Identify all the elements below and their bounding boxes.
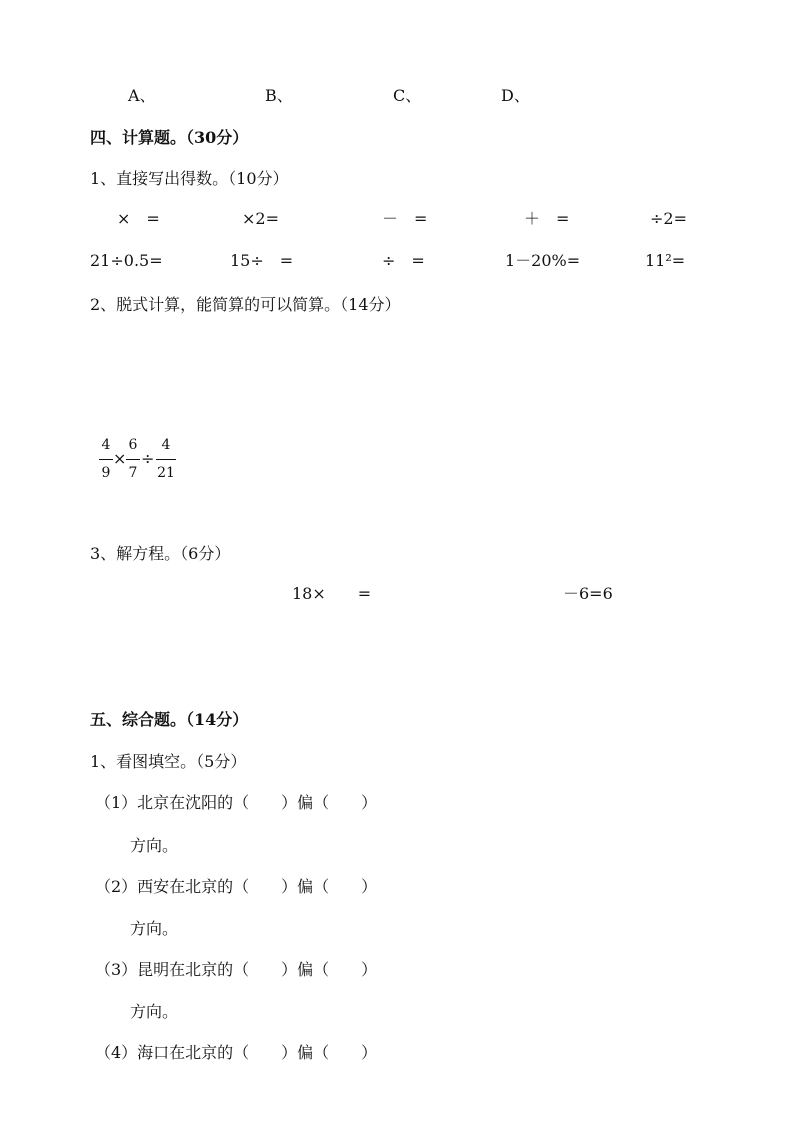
fraction-1-numerator: 4 [101, 437, 111, 453]
mental-calc-5: ÷2= [650, 209, 687, 228]
fraction-1-bar [99, 459, 113, 460]
mental-calc-2: ×2= [242, 209, 279, 228]
section4-title: 四、计算题。（30分） [90, 128, 249, 147]
fraction-2-bar [126, 459, 140, 460]
multiply-sign: × [113, 449, 127, 468]
section4-q3-title: 3、解方程。（6分） [90, 544, 231, 563]
mental-calc-1: × = [117, 209, 160, 228]
choice-a: A、 [128, 86, 156, 105]
fill-item-3: （3）昆明在北京的（ ）偏（ ） [95, 960, 378, 979]
choice-d: D、 [501, 86, 530, 105]
mental-calc-4: ＋ = [524, 209, 570, 228]
fraction-2-numerator: 6 [128, 437, 138, 453]
mental-calc-7: 15÷ = [230, 251, 294, 270]
section5-title: 五、综合题。（14分） [90, 710, 249, 729]
fraction-2-denominator: 7 [128, 465, 138, 481]
mental-calc-3: － = [382, 209, 428, 228]
fraction-3-denominator: 21 [157, 465, 175, 481]
equation-1: 18× = [292, 584, 372, 603]
fill-item-4: （4）海口在北京的（ ）偏（ ） [95, 1043, 378, 1062]
fill-item-1-cont: 方向。 [130, 836, 179, 855]
fill-item-2-cont: 方向。 [130, 919, 179, 938]
fraction-3-numerator: 4 [161, 437, 171, 453]
fill-item-1: （1）北京在沈阳的（ ）偏（ ） [95, 793, 378, 812]
fraction-expression [99, 437, 189, 485]
fraction-1-denominator: 9 [101, 465, 111, 481]
mental-calc-6: 21÷0.5= [90, 251, 163, 270]
choice-b: B、 [265, 86, 293, 105]
fill-item-2: （2）西安在北京的（ ）偏（ ） [95, 877, 378, 896]
fraction-3-bar [156, 459, 176, 460]
equation-2: －6=6 [563, 584, 613, 603]
mental-calc-8: ÷ = [382, 251, 425, 270]
divide-sign: ÷ [141, 449, 155, 468]
section5-q1-title: 1、看图填空。（5分） [90, 752, 247, 771]
section4-q1-title: 1、直接写出得数。（10分） [90, 169, 289, 188]
mental-calc-9: 1－20%= [505, 251, 581, 270]
fill-item-3-cont: 方向。 [130, 1002, 179, 1021]
choice-c: C、 [393, 86, 422, 105]
mental-calc-10: 11²= [645, 251, 686, 270]
section4-q2-title: 2、脱式计算，能简算的可以简算。（14分） [90, 295, 401, 314]
